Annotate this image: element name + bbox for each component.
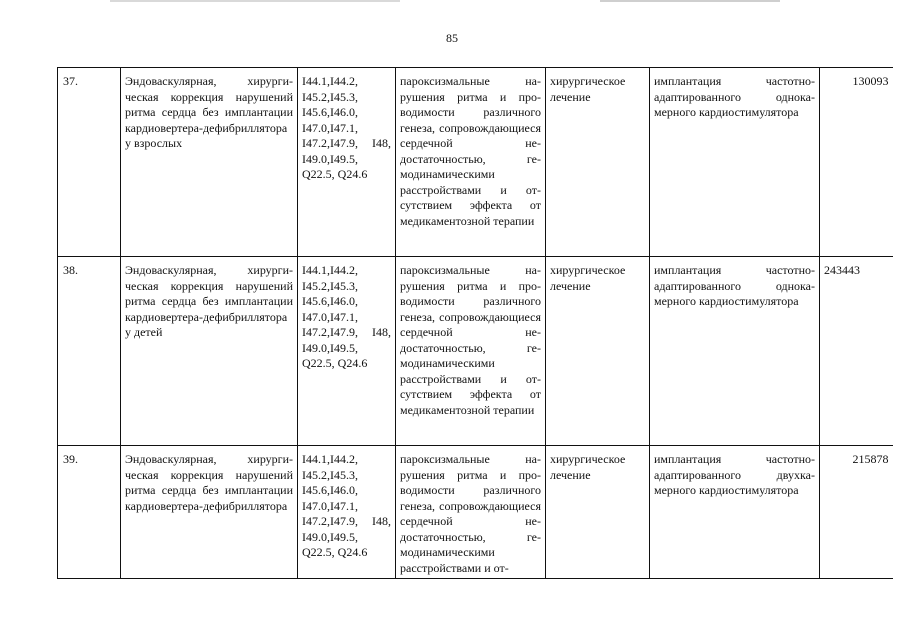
treatment-type: хирургическое лечение [546,446,650,579]
icd-codes: I44.1,I44.2, I45.2,I45.3, I45.6,I46.0, I47.0,I47.1, I47.2,I47.9, I48, I49.0,I49.5, Q22.5, Q24.6 [298,257,396,446]
standard-cost: 130093 [820,68,893,257]
page-number: 85 [446,31,458,45]
treatment-type: хирургическое лечение [546,257,650,446]
treatment-method: имплантация частотно-адаптированного двухкамерного кардиостимулятора [650,446,820,579]
standard-cost: 243443 [820,257,893,446]
table-row [58,257,893,446]
treatment-type: хирургическое лечение [546,68,650,257]
patient-model: пароксизмальные нарушения ритма и проводимости различного генеза, сопровождающиеся сердечной недостаточностью, гемодинамическими расстройствами и отсутствием эффекта от медикаментозной терапии [396,68,546,257]
medical-care-table [57,67,893,579]
icd-codes: I44.1,I44.2, I45.2,I45.3, I45.6,I46.0, I47.0,I47.1, I47.2,I47.9, I48, I49.0,I49.5, Q22.5, Q24.6 [298,68,396,257]
scan-top-edge [0,0,905,2]
table-row [58,446,893,579]
row-number: 38. [58,257,121,446]
care-type-name: Эндоваскулярная, хирургическая коррекция нарушений ритма сердца без имплантации кардиовертера-дефибриллятора [121,446,298,579]
patient-model: пароксизмальные нарушения ритма и проводимости различного генеза, сопровождающиеся сердечной недостаточностью, гемодинамическими расстройствами и отсутствием эффекта от медикаментозной терапии [396,257,546,446]
care-type-name: Эндоваскулярная, хирургическая коррекция нарушений ритма сердца без имплантации кардиовертера-дефибриллятора у взрослых [121,68,298,257]
icd-codes: I44.1,I44.2, I45.2,I45.3, I45.6,I46.0, I47.0,I47.1, I47.2,I47.9, I48, I49.0,I49.5, Q22.5, Q24.6 [298,446,396,579]
treatment-method: имплантация частотно-адаптированного однокамерного кардиостимулятора [650,68,820,257]
row-number: 37. [58,68,121,257]
standard-cost: 215878 [820,446,893,579]
table-row [58,68,893,257]
treatment-method: имплантация частотно-адаптированного однокамерного кардиостимулятора [650,257,820,446]
row-number: 39. [58,446,121,579]
patient-model: пароксизмальные нарушения ритма и проводимости различного генеза, сопровождающиеся сердечной недостаточностью, гемодинамическими расстройствами и от- [396,446,546,579]
care-type-name: Эндоваскулярная, хирургическая коррекция нарушений ритма сердца без имплантации кардиовертера-дефибриллятора у детей [121,257,298,446]
